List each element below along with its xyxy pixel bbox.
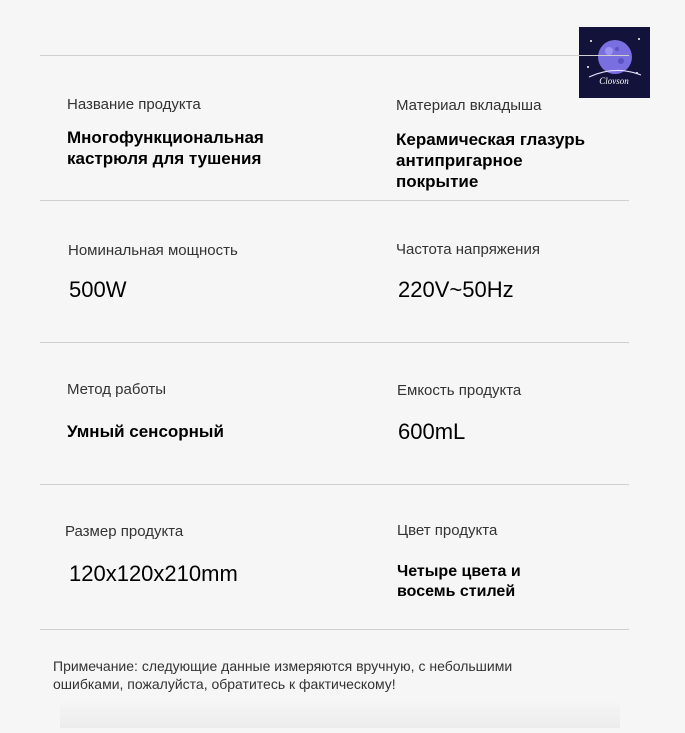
spec-label: Номинальная мощность <box>68 242 238 259</box>
spec-label: Емкость продукта <box>397 382 522 399</box>
spec-value: 600mL <box>398 419 466 444</box>
spec-label: Цвет продукта <box>397 522 498 539</box>
spec-label: Материал вкладыша <box>396 97 542 114</box>
spec-value: Четыре цвета и восемь стилей <box>397 563 521 600</box>
divider <box>40 200 629 201</box>
brand-logo <box>579 27 650 98</box>
spec-value: Умный сенсорный <box>67 422 224 441</box>
spec-label: Частота напряжения <box>396 241 540 258</box>
spec-value: 220V~50Hz <box>398 277 514 302</box>
spec-value: 120x120x210mm <box>69 561 238 586</box>
spec-label: Размер продукта <box>65 523 184 540</box>
spec-value: 500W <box>69 277 127 302</box>
logo-text: Clovson <box>599 76 629 86</box>
disclaimer-note: Примечание: следующие данные измеряются вручную, с небольшими ошибками, пожалуйста, обратитесь к фактическому! <box>53 658 513 692</box>
divider <box>40 484 629 485</box>
spec-label: Метод работы <box>67 381 167 398</box>
divider <box>40 55 629 56</box>
divider <box>40 342 629 343</box>
divider <box>40 629 629 630</box>
spec-value: Многофункциональная кастрюля для тушения <box>67 128 264 168</box>
spec-label: Название продукта <box>67 96 201 113</box>
bottom-shadow <box>60 700 620 728</box>
planet-logo-icon <box>579 27 650 98</box>
spec-value: Керамическая глазурь антипригарное покрытие <box>396 130 586 191</box>
